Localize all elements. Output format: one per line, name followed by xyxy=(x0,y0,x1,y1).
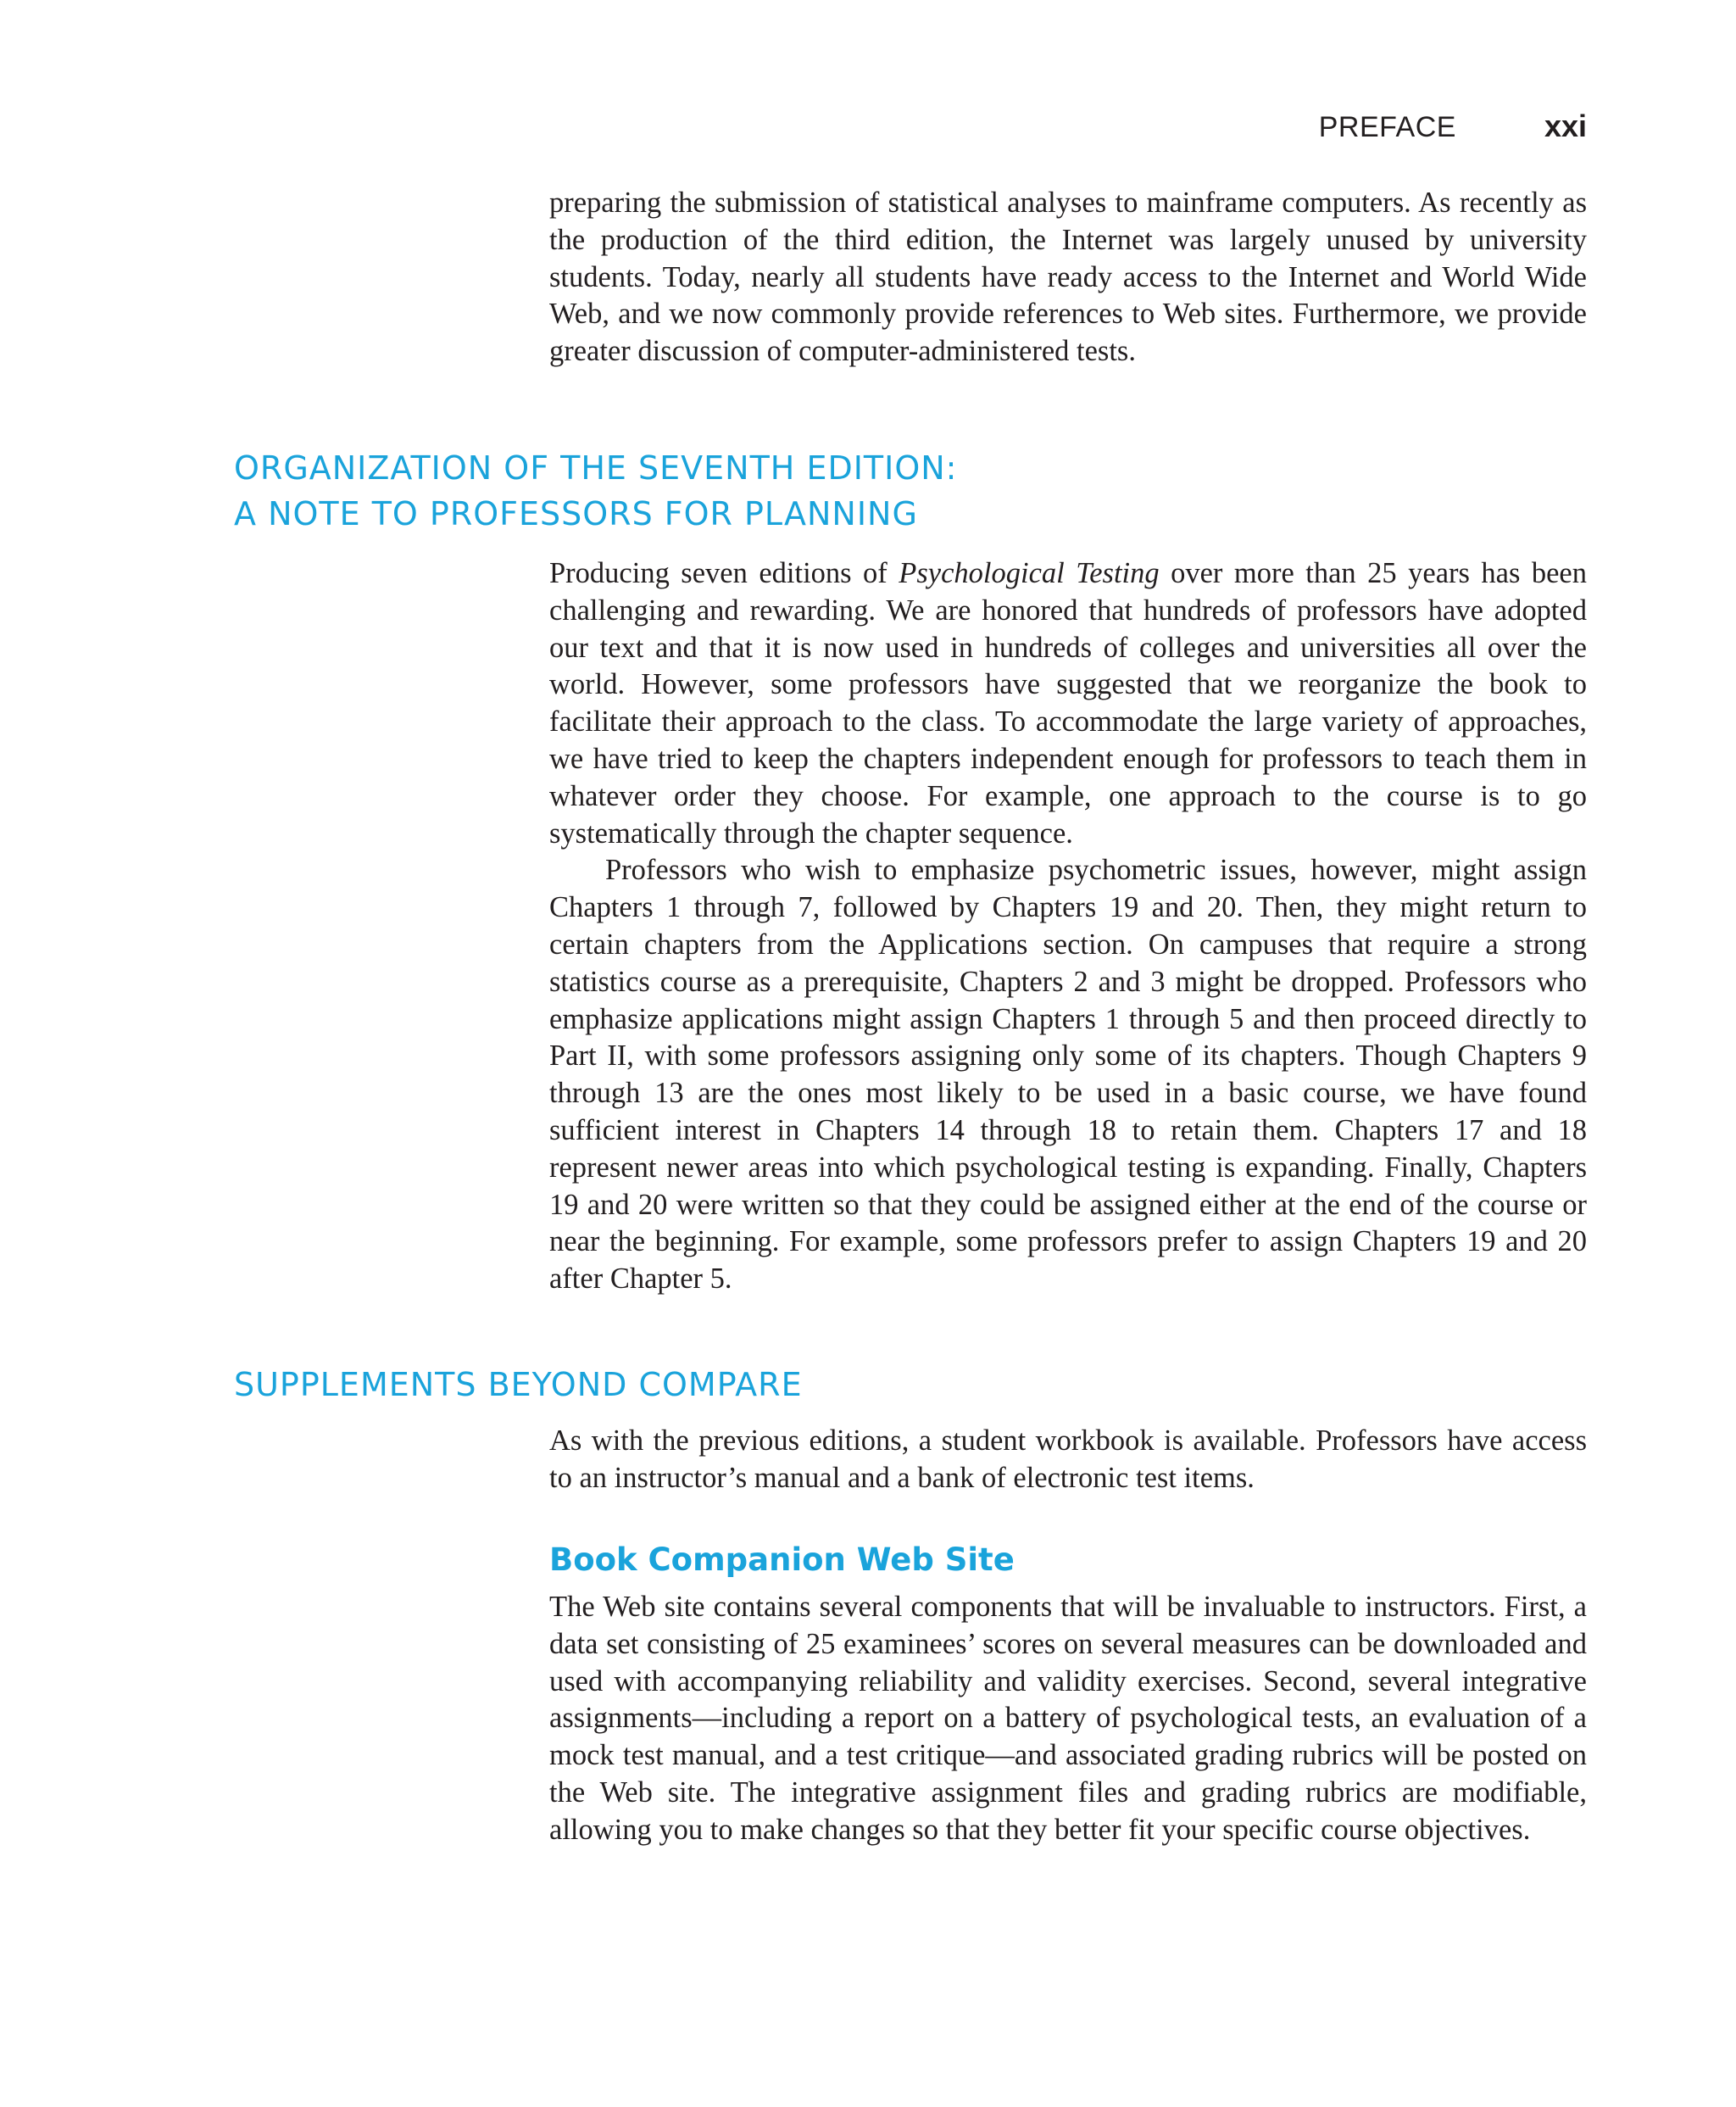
companion-site-body xyxy=(549,1589,1587,1849)
supplements-body xyxy=(549,1423,1587,1497)
organization-body xyxy=(549,555,1587,1298)
page-number: xxi xyxy=(1544,109,1587,143)
organization-paragraph-1 xyxy=(549,555,1587,852)
organization-paragraph-2: Professors who wish to emphasize psychometric issues, however, might assign Chapters 1 through 7, followed by Chapters 19 and 20. Then, they might return to certain chapters from the Applications section. On campuses that require a strong statistics course as a prerequisite, Chapters 2 and 3 might be dropped. Professors who emphasize applications might assign Chapters 1 through 5 and then proceed directly to Part II, with some professors assigning only some of its chapters. Though Chapters 9 through 13 are the ones most likely to be used in a basic course, we have found sufficient interest in Chapters 14 through 18 to retain them. Chapters 17 and 18 represent newer areas into which psychological testing is expanding. Finally, Chapters 19 and 20 were written so that they could be assigned either at the end of the course or near the beginning. For example, some professors prefer to assign Chapters 19 and 20 after Chapter 5. xyxy=(549,854,1587,1296)
organization-p1-after: over more than 25 years has been challenging and rewarding. We are honored that hundreds of professors have adopted our text and that it is now used in hundreds of colleges and universities all over the world. However, some professors have suggested that we reorganize the book to facilitate their approach to the class. To accommodate the large variety of approaches, we have tried to keep the chapters independent enough for professors to teach them in whatever order they choose. For example, one approach to the course is to go systematically through the chapter sequence. xyxy=(549,557,1587,850)
companion-site-paragraph: The Web site contains several components that will be invaluable to instructors. First, a data set consisting of 25 examinees’ scores on several measures can be downloaded and used with accompanying reliability and validity exercises. Second, several integrative assignments—including a report on a battery of psychological tests, an evaluation of a mock test manual, and a test critique—and associated grading rubrics will be posted on the Web site. The integrative assignment files and grading rubrics are modifiable, allowing you to make changes so that they better fit your specific course objectives. xyxy=(549,1591,1587,1846)
organization-heading-line2: A NOTE TO PROFESSORS FOR PLANNING xyxy=(234,495,918,532)
intro-paragraph-block xyxy=(549,185,1587,371)
organization-heading-line1: ORGANIZATION OF THE SEVENTH EDITION: xyxy=(234,449,958,487)
organization-p1-before: Producing seven editions of xyxy=(549,557,899,589)
intro-paragraph: preparing the submission of statistical analyses to mainframe computers. As recently as the production of the third edition, the Internet was largely unused by university students. Today, nearly all students have ready access to the Internet and World Wide Web, and we now commonly provide references to Web sites. Furthermore, we provide greater discussion of computer-administered tests. xyxy=(549,187,1587,368)
companion-site-subheading: Book Companion Web Site xyxy=(549,1541,1015,1578)
running-head-label: PREFACE xyxy=(1318,111,1456,143)
supplements-paragraph-1: As with the previous editions, a student workbook is available. Professors have access to an instructor’s manual and a bank of electronic test items. xyxy=(549,1424,1587,1494)
running-head xyxy=(1319,109,1587,144)
book-title: Psychological Testing xyxy=(899,557,1160,589)
organization-heading xyxy=(234,445,957,537)
supplements-heading: SUPPLEMENTS BEYOND COMPARE xyxy=(234,1366,803,1403)
